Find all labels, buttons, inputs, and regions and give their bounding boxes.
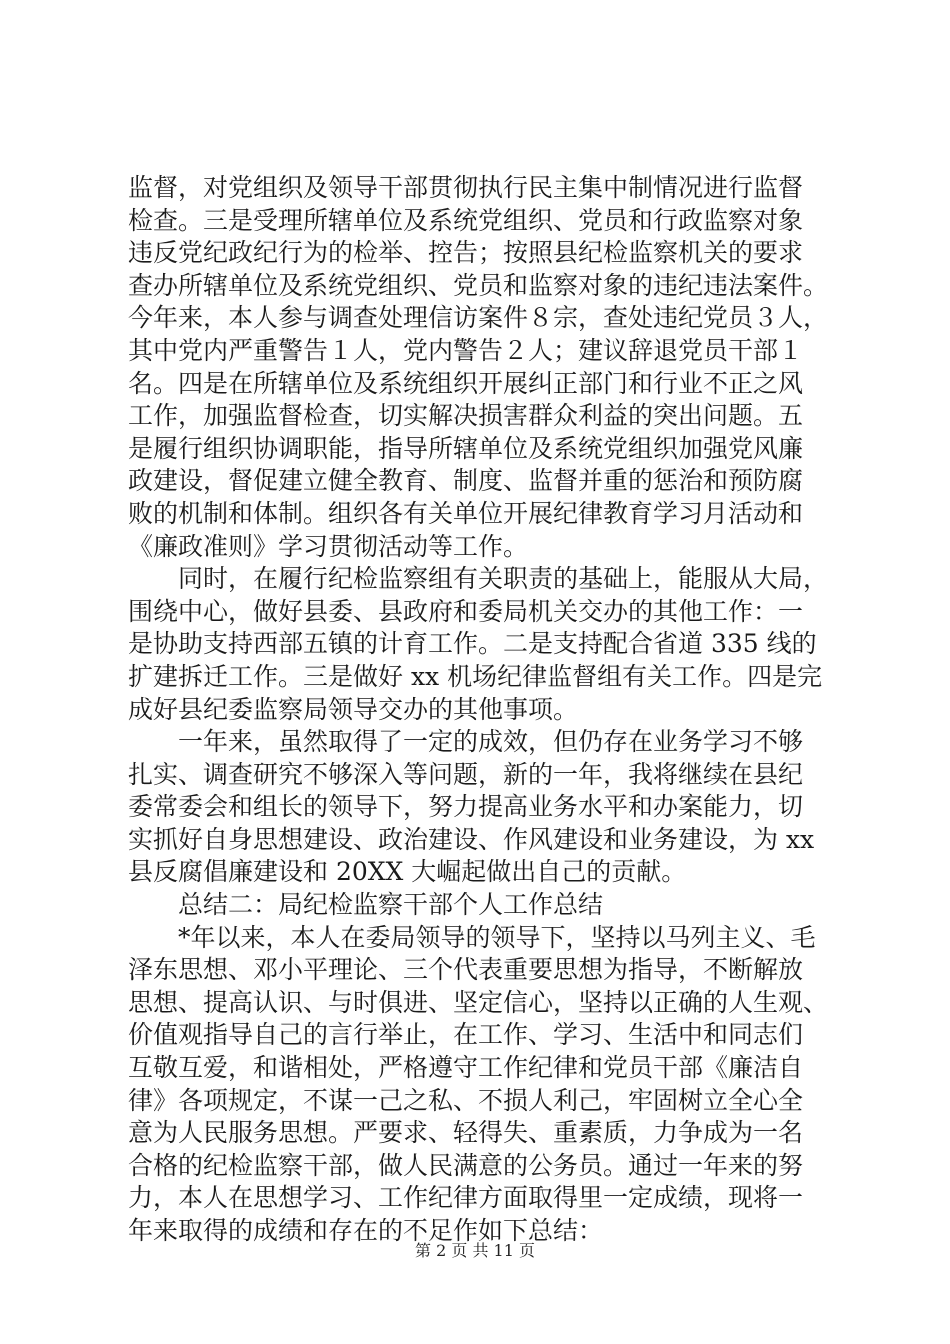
text-line: 泽东思想、邓小平理论、三个代表重要思想为指导，不断解放	[128, 955, 804, 985]
text-line: 成好县纪委监察局领导交办的其他事项。	[128, 694, 579, 724]
text-line: 扎实、调查研究不够深入等问题，新的一年，我将继续在县纪	[128, 759, 804, 789]
text-line: 县反腐倡廉建设和 20XX 大崛起做出自己的贡献。	[128, 857, 687, 887]
text-line: 败的机制和体制。组织各有关单位开展纪律教育学习月活动和	[128, 498, 804, 528]
text-line: 互敬互爱，和谐相处，严格遵守工作纪律和党员干部《廉洁自	[128, 1053, 804, 1083]
text-line: 一年来，虽然取得了一定的成效，但仍存在业务学习不够	[128, 727, 804, 757]
text-line: 律》各项规定，不谋一己之私、不损人利己，牢固树立全心全	[128, 1085, 804, 1115]
text-line: 名。四是在所辖单位及系统组织开展纠正部门和行业不正之风	[128, 368, 804, 398]
text-line: 年来取得的成绩和存在的不足作如下总结：	[128, 1216, 604, 1245]
text-line: 工作，加强监督检查，切实解决损害群众利益的突出问题。五	[128, 401, 804, 431]
text-line: 实抓好自身思想建设、政治建设、作风建设和业务建设，为 xx	[128, 824, 815, 854]
text-line: 力，本人在思想学习、工作纪律方面取得里一定成绩，现将一	[128, 1183, 804, 1213]
text-line: *年以来，本人在委局领导的领导下，坚持以马列主义、毛	[128, 922, 816, 952]
text-line: 今年来，本人参与调查处理信访案件８宗，查处违纪党员３人，	[128, 303, 828, 333]
text-line: 其中党内严重警告１人，党内警告２人；建议辞退党员干部１	[128, 335, 804, 365]
page-number-footer: 第 2 页 共 11 页	[415, 1241, 535, 1260]
text-line: 价值观指导自己的言行举止，在工作、学习、生活中和同志们	[128, 1020, 804, 1050]
text-line: 意为人民服务思想。严要求、轻得失、重素质，力争成为一名	[128, 1118, 804, 1148]
text-line: 同时，在履行纪检监察组有关职责的基础上，能服从大局，	[128, 564, 828, 594]
text-line: 是履行组织协调职能，指导所辖单位及系统党组织加强党风廉	[128, 433, 804, 463]
text-line: 监督，对党组织及领导干部贯彻执行民主集中制情况进行监督	[128, 173, 804, 202]
section-heading: 总结二：局纪检监察干部个人工作总结	[128, 890, 604, 920]
text-line: 委常委会和组长的领导下，努力提高业务水平和办案能力，切	[128, 792, 804, 822]
text-line: 违反党纪政纪行为的检举、控告；按照县纪检监察机关的要求	[128, 238, 804, 268]
text-line: 政建设，督促建立健全教育、制度、监督并重的惩治和预防腐	[128, 466, 804, 496]
text-line: 是协助支持西部五镇的计育工作。二是支持配合省道 335 线的	[128, 629, 817, 659]
text-line: 检查。三是受理所辖单位及系统党组织、党员和行政监察对象	[128, 205, 804, 235]
text-line: 扩建拆迁工作。三是做好 xx 机场纪律监督组有关工作。四是完	[128, 661, 823, 691]
document-body	[128, 172, 828, 1248]
text-line: 《廉政准则》学习贯彻活动等工作。	[128, 531, 529, 561]
text-line: 合格的纪检监察干部，做人民满意的公务员。通过一年来的努	[128, 1150, 804, 1180]
text-line: 思想、提高认识、与时俱进、坚定信心，坚持以正确的人生观、	[128, 987, 828, 1017]
text-line: 围绕中心，做好县委、县政府和委局机关交办的其他工作：一	[128, 596, 804, 626]
text-line: 查办所辖单位及系统党组织、党员和监察对象的违纪违法案件。	[128, 270, 828, 300]
